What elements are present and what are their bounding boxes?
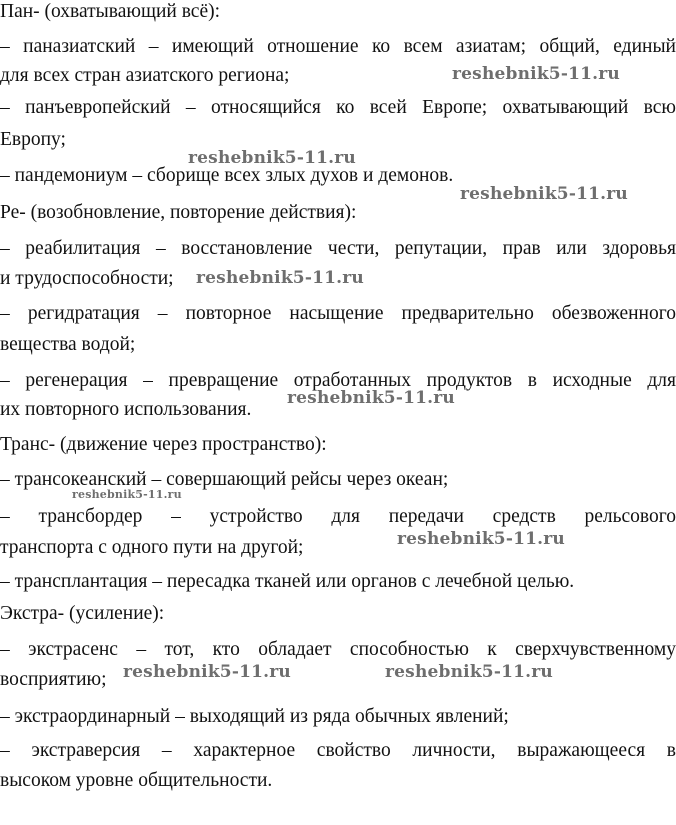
text-line: транспорта с одного пути на другой; <box>0 537 304 558</box>
watermark: reshebnik5-11.ru <box>196 268 364 288</box>
watermark: reshebnik5-11.ru <box>385 662 553 682</box>
text-line: Европу; <box>0 129 66 150</box>
section-heading-pan: Пан- (охватывающий всё): <box>0 1 221 22</box>
text-line: – панъевропейский – относящийся ко всей Европе; охватывающий всю <box>0 97 676 118</box>
watermark: reshebnik5-11.ru <box>123 662 291 682</box>
watermark: reshebnik5-11.ru <box>397 529 565 549</box>
watermark: reshebnik5-11.ru <box>452 64 620 84</box>
text-line: – паназиатский – имеющий отношение ко всем азиатам; общий, единый <box>0 36 676 57</box>
text-line: – регенерация – превращение отработанных продуктов в исходные для <box>0 370 676 391</box>
text-line: и трудоспособности; <box>0 268 174 289</box>
watermark: reshebnik5-11.ru <box>188 148 356 168</box>
section-heading-trans: Транс- (движение через пространство): <box>0 434 327 455</box>
text-line: – пандемониум – сборище всех злых духов и демонов. <box>0 165 454 186</box>
text-line: – экстрасенс – тот, кто обладает способностью к сверхчувственному <box>0 639 676 660</box>
text-line: – регидратация – повторное насыщение предварительно обезвоженного <box>0 303 676 324</box>
text-line: их повторного использования. <box>0 399 252 420</box>
section-heading-re: Ре- (возобновление, повторение действия): <box>0 202 357 223</box>
text-line: – трансокеанский – совершающий рейсы через океан; <box>0 469 449 490</box>
watermark: reshebnik5-11.ru <box>72 488 182 501</box>
text-line: – трансбордер – устройство для передачи средств рельсового <box>0 506 676 527</box>
watermark: reshebnik5-11.ru <box>460 184 628 204</box>
text-line: – реабилитация – восстановление чести, репутации, прав или здоровья <box>0 238 676 259</box>
text-line: – экстраверсия – характерное свойство личности, выражающееся в <box>0 740 676 761</box>
text-line: высоком уровне общительности. <box>0 770 273 791</box>
text-line: – экстраординарный – выходящий из ряда обычных явлений; <box>0 706 509 727</box>
section-heading-ekstra: Экстра- (усиление): <box>0 603 165 624</box>
text-line: для всех стран азиатского региона; <box>0 65 290 86</box>
text-line: – трансплантация – пересадка тканей или органов с лечебной целью. <box>0 571 575 592</box>
text-line: вещества водой; <box>0 334 136 355</box>
watermark: reshebnik5-11.ru <box>287 388 455 408</box>
text-line: восприятию; <box>0 669 107 690</box>
